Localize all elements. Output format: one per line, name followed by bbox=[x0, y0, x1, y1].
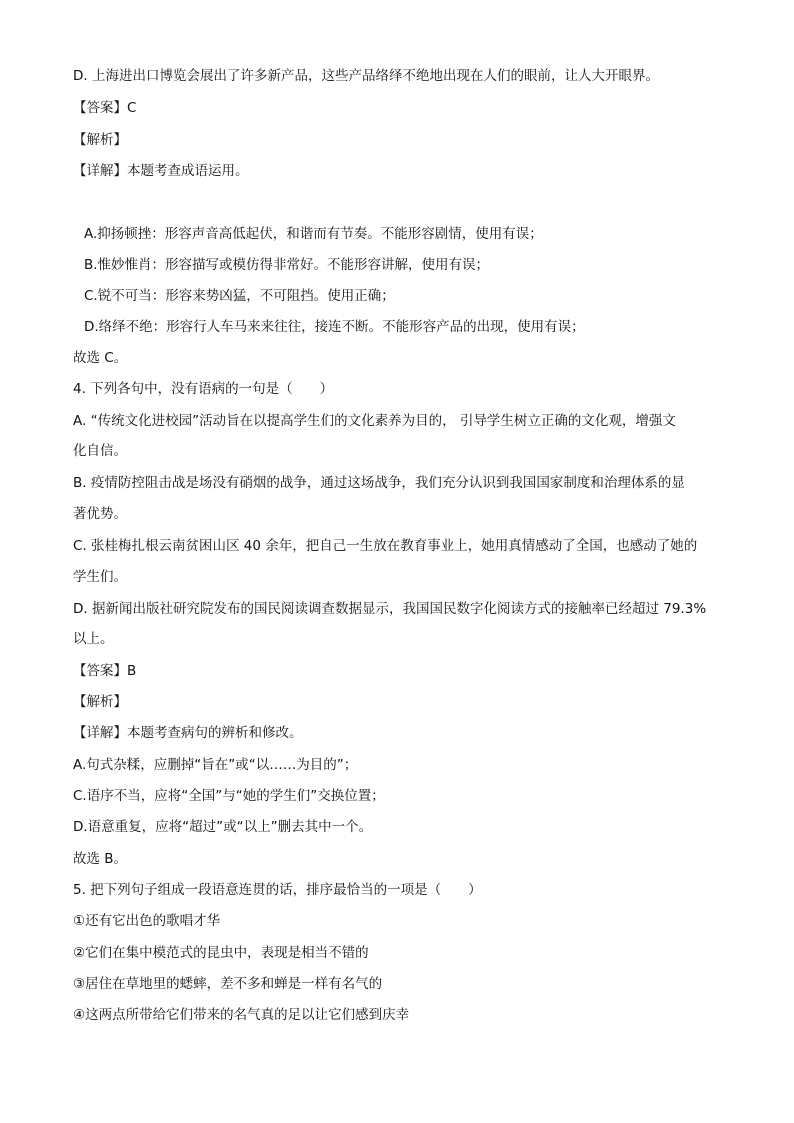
line-text: A.句式杂糅，应删掉“旨在”或“以……为目的”； bbox=[73, 757, 358, 773]
line-text: B.惟妙惟肖：形容描写或模仿得非常好。不能形容讲解，使用有误； bbox=[84, 257, 490, 273]
line-text: A. “传统文化进校园”活动旨在以提高学生们的文化素养为目的， 引导学生树立正确的文化观，增强文 bbox=[73, 413, 676, 429]
detail-text: 本题考查病句的辨析和修改。 bbox=[127, 725, 303, 741]
line-text: 故选 B。 bbox=[73, 851, 128, 867]
detail-label-line-2 bbox=[73, 724, 723, 742]
line-text: B. 疫情防控阻击战是场没有硝烟的战争，通过这场战争，我们充分认识到我国国家制度和治理体系的显 bbox=[73, 475, 685, 491]
detail-label-line bbox=[73, 162, 723, 180]
question-4-option-d-cont bbox=[73, 630, 723, 648]
detail-label: 【详解】 bbox=[73, 725, 127, 741]
line-text: C.锐不可当：形容来势凶猛，不可阻挡。使用正确； bbox=[84, 288, 395, 304]
explanation-4-c bbox=[73, 787, 723, 805]
answer-label: 【答案】 bbox=[73, 100, 127, 116]
analysis-label: 【解析】 bbox=[73, 132, 127, 148]
line-text: ③居住在草地里的蟋蟀，差不多和蝉是一样有名气的 bbox=[73, 976, 383, 992]
explanation-a bbox=[84, 225, 734, 243]
line-text: C. 张桂梅扎根云南贫困山区 40 余年，把自己一生放在教育事业上，她用真情感动了全国，也感动了她的 bbox=[73, 538, 698, 554]
sentence-2 bbox=[73, 944, 723, 962]
question-3-option-d bbox=[73, 67, 723, 85]
question-4-option-b bbox=[73, 474, 723, 492]
line-text: 学生们。 bbox=[73, 569, 127, 585]
line-text: 著优势。 bbox=[73, 506, 127, 522]
line-text: A.抑扬顿挫：形容声音高低起伏，和谐而有节奏。不能形容剧情，使用有误； bbox=[84, 226, 543, 242]
explanation-4-a bbox=[73, 756, 723, 774]
line-text: 4. 下列各句中，没有语病的一句是（ ） bbox=[73, 381, 334, 397]
question-4-option-b-cont bbox=[73, 505, 723, 523]
line-text: ②它们在集中模范式的昆虫中，表现是相当不错的 bbox=[73, 945, 369, 961]
sentence-1 bbox=[73, 912, 723, 930]
question-4-option-d bbox=[73, 600, 723, 618]
question-5-stem bbox=[73, 881, 723, 899]
explanation-d bbox=[84, 318, 734, 336]
detail-text: 本题考查成语运用。 bbox=[127, 163, 249, 179]
line-text: ④这两点所带给它们带来的名气真的足以让它们感到庆幸 bbox=[73, 1007, 410, 1023]
question-4-stem bbox=[73, 380, 723, 398]
sentence-4 bbox=[73, 1006, 723, 1024]
line-text: 故选 C。 bbox=[73, 350, 128, 366]
line-text: 5. 把下列句子组成一段语意连贯的话，排序最恰当的一项是（ ） bbox=[73, 882, 482, 898]
conclusion-2 bbox=[73, 850, 723, 868]
analysis-label-line bbox=[73, 131, 723, 149]
line-text: D.语意重复，应将“超过”或“以上”删去其中一个。 bbox=[73, 819, 373, 835]
question-4-option-c bbox=[73, 537, 723, 555]
line-text: C.语序不当，应将“全国”与“她的学生们”交换位置； bbox=[73, 788, 385, 804]
line-text: 以上。 bbox=[73, 631, 114, 647]
line-text: D. 上海进出口博览会展出了许多新产品，这些产品络绎不绝地出现在人们的眼前，让人大开眼界。 bbox=[73, 68, 659, 84]
answer-value: B bbox=[127, 663, 137, 679]
explanation-4-d bbox=[73, 818, 723, 836]
conclusion bbox=[73, 349, 723, 367]
explanation-b bbox=[84, 256, 734, 274]
line-text: 化自信。 bbox=[73, 443, 127, 459]
detail-label: 【详解】 bbox=[73, 163, 127, 179]
question-4-option-c-cont bbox=[73, 568, 723, 586]
line-text: D. 据新闻出版社研究院发布的国民阅读调查数据显示，我国国民数字化阅读方式的接触率已经超过 79.3% bbox=[73, 601, 707, 617]
question-4-option-a bbox=[73, 412, 723, 430]
analysis-label-line-2 bbox=[73, 693, 723, 711]
analysis-label: 【解析】 bbox=[73, 694, 127, 710]
answer-label: 【答案】 bbox=[73, 663, 127, 679]
explanation-c bbox=[84, 287, 734, 305]
answer-label-line-2 bbox=[73, 662, 723, 680]
answer-label-line bbox=[73, 99, 723, 117]
answer-value: C bbox=[127, 100, 137, 116]
line-text: D.络绎不绝：形容行人车马来来往往，接连不断。不能形容产品的出现，使用有误； bbox=[84, 319, 585, 335]
line-text: ①还有它出色的歌唱才华 bbox=[73, 913, 221, 929]
sentence-3 bbox=[73, 975, 723, 993]
question-4-option-a-cont bbox=[73, 442, 723, 460]
